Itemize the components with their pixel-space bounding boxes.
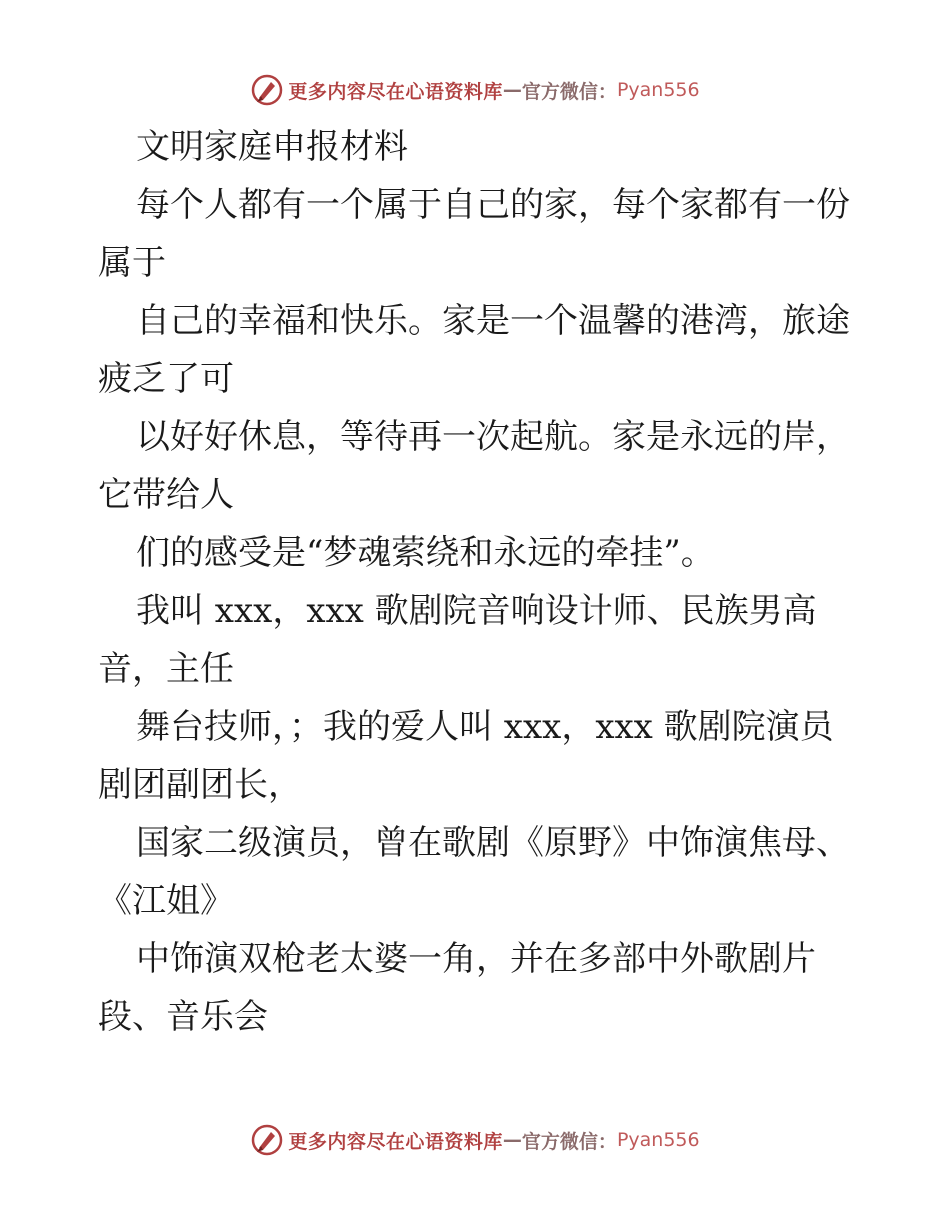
footer-watermark-banner xyxy=(0,1120,950,1160)
pen-logo-icon xyxy=(250,1123,284,1157)
text-line: 们的感受是“梦魂萦绕和永远的牵挂”。 xyxy=(136,533,715,573)
header-watermark-banner xyxy=(0,70,950,110)
banner-wechat-id: Pyan556 xyxy=(616,79,700,101)
text-line: 自己的幸福和快乐。家是一个温馨的港湾，旅途 xyxy=(136,301,850,341)
text-line: 剧团副团长， xyxy=(98,765,302,805)
text-line: 属于 xyxy=(98,243,166,283)
text-line: 疲乏了可 xyxy=(98,359,234,399)
text-line: 国家二级演员，曾在歌剧《原野》中饰演焦母、 xyxy=(136,823,850,863)
banner-main-text: 更多内容尽在心语资料库 xyxy=(288,1130,503,1153)
text-line: 我叫 xxx，xxx 歌剧院音响设计师、民族男高 xyxy=(136,591,817,631)
text-line: 每个人都有一个属于自己的家，每个家都有一份 xyxy=(136,185,850,225)
text-line: 以好好休息，等待再一次起航。家是永远的岸， xyxy=(136,417,850,457)
pen-logo-icon xyxy=(250,73,284,107)
text-line: 中饰演双枪老太婆一角，并在多部中外歌剧片 xyxy=(136,939,816,979)
document-body xyxy=(98,118,868,1046)
text-line: 舞台技师，；我的爱人叫 xxx，xxx 歌剧院演员 xyxy=(136,707,834,747)
text-line: 段、音乐会 xyxy=(98,997,268,1037)
text-line: 音，主任 xyxy=(98,649,234,689)
text-line: 《江姐》 xyxy=(98,881,234,921)
text-line: 它带给人 xyxy=(98,475,234,515)
banner-dash: — xyxy=(502,1129,522,1151)
banner-wechat-id: Pyan556 xyxy=(616,1129,700,1151)
banner-dash: — xyxy=(502,79,522,101)
banner-main-text: 更多内容尽在心语资料库 xyxy=(288,80,503,103)
banner-suffix-text: 官方微信： xyxy=(521,80,617,103)
banner-suffix-text: 官方微信： xyxy=(521,1130,617,1153)
document-title: 文明家庭申报材料 xyxy=(136,127,408,167)
